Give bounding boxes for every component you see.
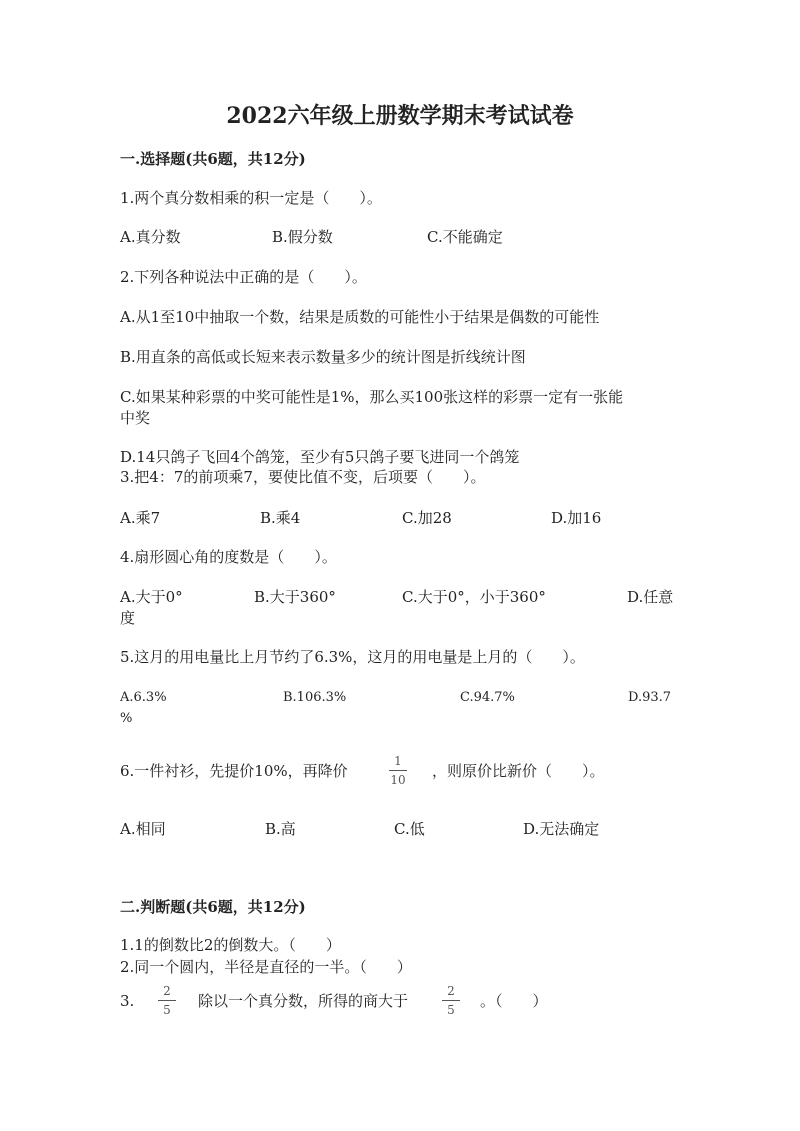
judgement-3-end: 。（ ） [480,992,548,1010]
question-2-option-c-continued: 中奖 [120,409,151,427]
fraction-numerator: 1 [394,754,402,768]
question-6-option-d: D.无法确定 [523,820,600,838]
question-4-option-c: C.大于0°，小于360° [402,588,546,606]
question-1-option-c: C.不能确定 [427,228,503,246]
question-6-option-c: C.低 [394,820,425,838]
question-3-option-c: C.加28 [402,509,452,527]
fraction-denominator: 5 [163,1003,171,1017]
question-6-stem-before: 6.一件衬衫，先提价10%，再降价 [120,762,348,780]
page-title: 2022六年级上册数学期末考试试卷 [226,103,574,129]
section-heading-choice: 一.选择题(共6题，共12分) [120,150,306,168]
judgement-1: 1.1的倒数比2的倒数大。（ ） [120,936,341,954]
question-5-option-d: D.93.7 [628,690,672,705]
judgement-3-fraction-right [442,984,460,1017]
judgement-3-fraction-left [158,984,176,1017]
question-5-stem: 5.这月的用电量比上月节约了6.3%，这月的用电量是上月的（ ）。 [120,648,585,666]
fraction-numerator: 2 [163,984,171,998]
question-4-option-b: B.大于360° [254,588,336,606]
question-3-stem: 3.把4：7的前项乘7，要使比值不变，后项要（ ）。 [120,468,486,486]
section-heading-judgement: 二.判断题(共6题，共12分) [120,898,306,916]
question-2-option-a: A.从1至10中抽取一个数，结果是质数的可能性小于结果是偶数的可能性 [120,308,600,326]
question-3-option-a: A.乘7 [120,509,161,527]
question-6-option-b: B.高 [265,820,296,838]
question-6-option-a: A.相同 [120,820,166,838]
question-1-option-a: A.真分数 [120,228,181,246]
question-5-option-d-continued: % [120,711,133,726]
question-3-option-d: D.加16 [551,509,602,527]
question-2-option-b: B.用直条的高低或长短来表示数量多少的统计图是折线统计图 [120,348,526,366]
question-5-option-b: B.106.3% [283,690,347,705]
fraction-bar [389,770,407,771]
question-6-stem-after: ，则原价比新价（ ）。 [432,762,605,780]
question-6-fraction [389,754,407,787]
question-1-stem: 1.两个真分数相乘的积一定是（ ）。 [120,189,382,207]
fraction-numerator: 2 [447,984,455,998]
question-1-option-b: B.假分数 [272,228,333,246]
fraction-denominator: 10 [390,773,406,787]
question-4-stem: 4.扇形圆心角的度数是（ ）。 [120,548,337,566]
fraction-denominator: 5 [447,1003,455,1017]
question-2-stem: 2.下列各种说法中正确的是（ ）。 [120,268,367,286]
question-2-option-c: C.如果某种彩票的中奖可能性是1%，那么买100张这样的彩票一定有一张能 [120,388,624,406]
fraction-bar [158,1000,176,1001]
question-2-option-d: D.14只鸽子飞回4个鸽笼，至少有5只鸽子要飞进同一个鸽笼 [120,448,520,466]
judgement-3-number: 3. [120,992,135,1010]
question-4-option-a: A.大于0° [120,588,183,606]
judgement-3-middle: 除以一个真分数，所得的商大于 [198,992,409,1010]
fraction-bar [442,1000,460,1001]
question-4-option-d: D.任意 [627,588,674,606]
question-3-option-b: B.乘4 [260,509,301,527]
judgement-2: 2.同一个圆内，半径是直径的一半。（ ） [120,958,412,976]
question-5-option-c: C.94.7% [460,690,515,705]
question-5-option-a: A.6.3% [120,690,167,705]
question-4-option-d-continued: 度 [120,609,136,627]
